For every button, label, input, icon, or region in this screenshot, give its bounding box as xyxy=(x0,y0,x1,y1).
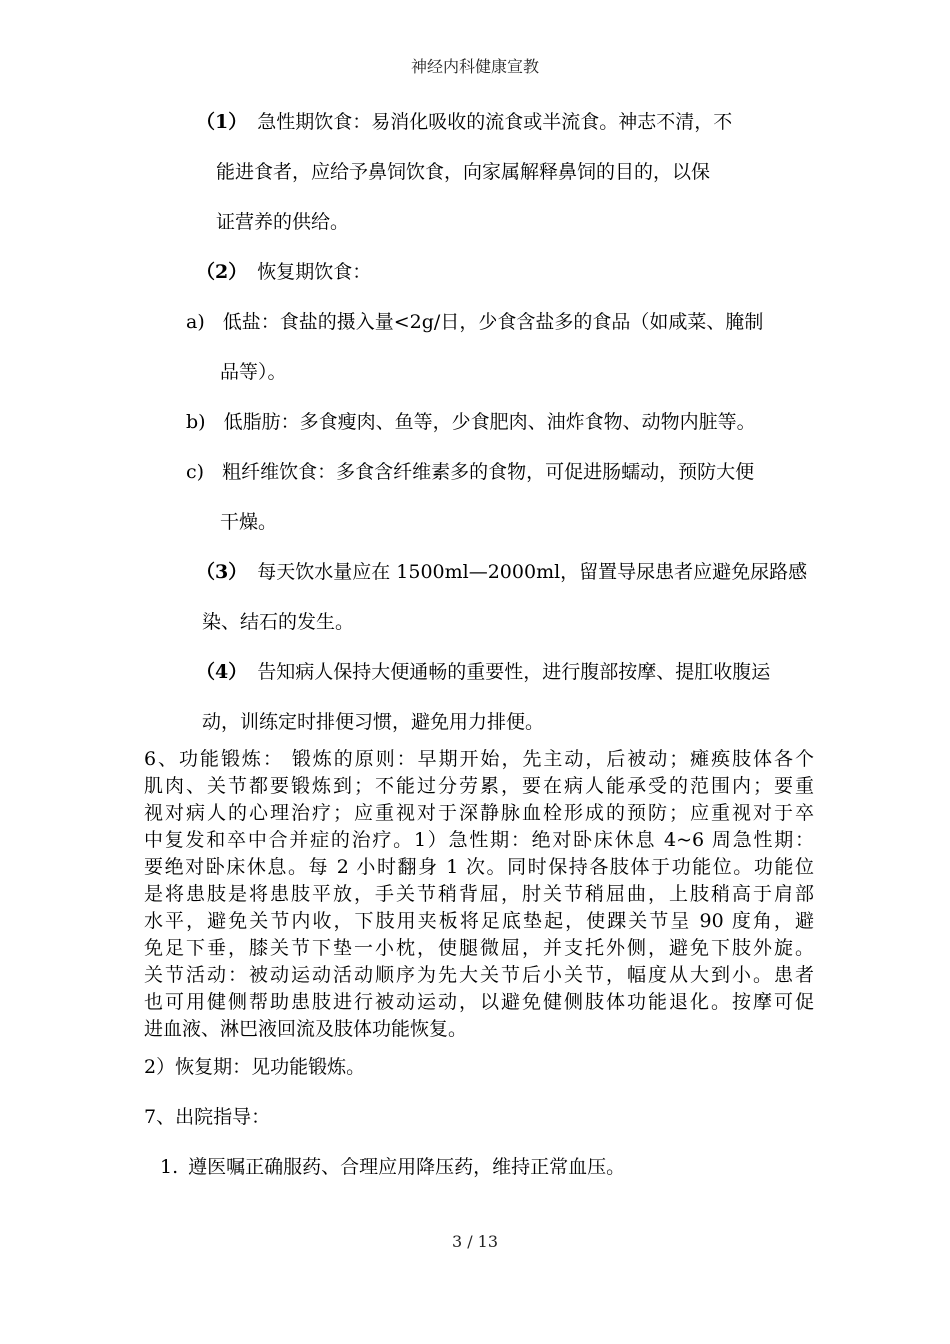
sub-label: c) xyxy=(186,461,205,483)
para-line: 视对病人的心理治疗；应重视对于深静脉血栓形成的预防；应重视对于卒 xyxy=(144,802,814,824)
recovery-line: 2）恢复期：见功能锻炼。 xyxy=(144,1056,366,1078)
para-line: 关节活动：被动运动活动顺序为先大关节后小关节，幅度从大到小。患者 xyxy=(144,964,814,986)
section-6-paragraph xyxy=(144,746,814,1043)
sub-item-c xyxy=(186,460,754,484)
page-header: 神经内科健康宣教 xyxy=(410,57,539,76)
diet-item-1 xyxy=(196,110,732,134)
sub-label: b) xyxy=(186,411,206,433)
sub-item-b xyxy=(186,410,756,434)
sub-item-a xyxy=(186,310,763,334)
para-line: 肌肉、关节都要锻炼到；不能过分劳累，要在病人能承受的范围内；要重 xyxy=(144,775,814,797)
para-line: 水平，避免关节内收，下肢用夹板将足底垫起，使踝关节呈 90 度角，避 xyxy=(144,910,814,932)
diet-item-2 xyxy=(196,260,371,284)
page-number: 3 / 13 xyxy=(451,1232,499,1251)
text-line: 证营养的供给。 xyxy=(216,211,350,233)
item-text: 急性期饮食：易消化吸收的流食或半流食。神志不清，不 xyxy=(257,111,733,133)
sub-label: a) xyxy=(186,311,205,333)
section-7-title: 7、出院指导： xyxy=(144,1106,271,1128)
para-line: 要绝对卧床休息。每 2 小时翻身 1 次。同时保持各肢体于功能位。功能位 xyxy=(144,856,814,878)
text-line: 干燥。 xyxy=(220,511,278,533)
item-number: 1. xyxy=(160,1156,179,1178)
item-number: （1） xyxy=(196,111,248,133)
text-line: 能进食者，应给予鼻饲饮食，向家属解释鼻饲的目的，以保 xyxy=(216,161,711,183)
item-number: （3） xyxy=(196,561,248,583)
diet-item-3 xyxy=(196,560,807,584)
para-line: 免足下垂，膝关节下垫一小枕，使腿微屈，并支托外侧，避免下肢外旋。 xyxy=(144,937,814,959)
item-number: （4） xyxy=(196,661,248,683)
text-line: 染、结石的发生。 xyxy=(202,611,355,633)
sub-text: 粗纤维饮食：多食含纤维素多的食物，可促进肠蠕动，预防大便 xyxy=(222,461,755,483)
item-text: 恢复期饮食： xyxy=(257,261,372,283)
item-number: （2） xyxy=(196,261,248,283)
para-line: 也可用健侧帮助患肢进行被动运动，以避免健侧肢体功能退化。按摩可促 xyxy=(144,991,814,1013)
para-line: 进血液、淋巴液回流及肢体功能恢复。 xyxy=(144,1018,468,1040)
para-line: 6、功能锻炼： 锻炼的原则：早期开始，先主动，后被动；瘫痪肢体各个 xyxy=(144,748,814,770)
discharge-item-1 xyxy=(160,1155,625,1179)
diet-item-4 xyxy=(196,660,770,684)
text-line: 动，训练定时排便习惯，避免用力排便。 xyxy=(202,711,545,733)
item-text: 每天饮水量应在 1500ml—2000ml，留置导尿患者应避免尿路感 xyxy=(257,561,808,583)
sub-text: 低脂肪：多食瘦肉、鱼等，少食肥肉、油炸食物、动物内脏等。 xyxy=(223,411,756,433)
sub-text: 低盐：食盐的摄入量<2g/日，少食含盐多的食品（如咸菜、腌制 xyxy=(222,311,764,333)
item-text: 告知病人保持大便通畅的重要性，进行腹部按摩、提肛收腹运 xyxy=(257,661,771,683)
text-line: 品等）。 xyxy=(220,361,287,383)
para-line: 是将患肢是将患肢平放，手关节稍背屈，肘关节稍屈曲，上肢稍高于肩部 xyxy=(144,883,814,905)
para-line: 中复发和卒中合并症的治疗。1）急性期：绝对卧床休息 4~6 周急性期： xyxy=(144,829,814,851)
item-text: 遵医嘱正确服药、合理应用降压药，维持正常血压。 xyxy=(188,1156,626,1178)
